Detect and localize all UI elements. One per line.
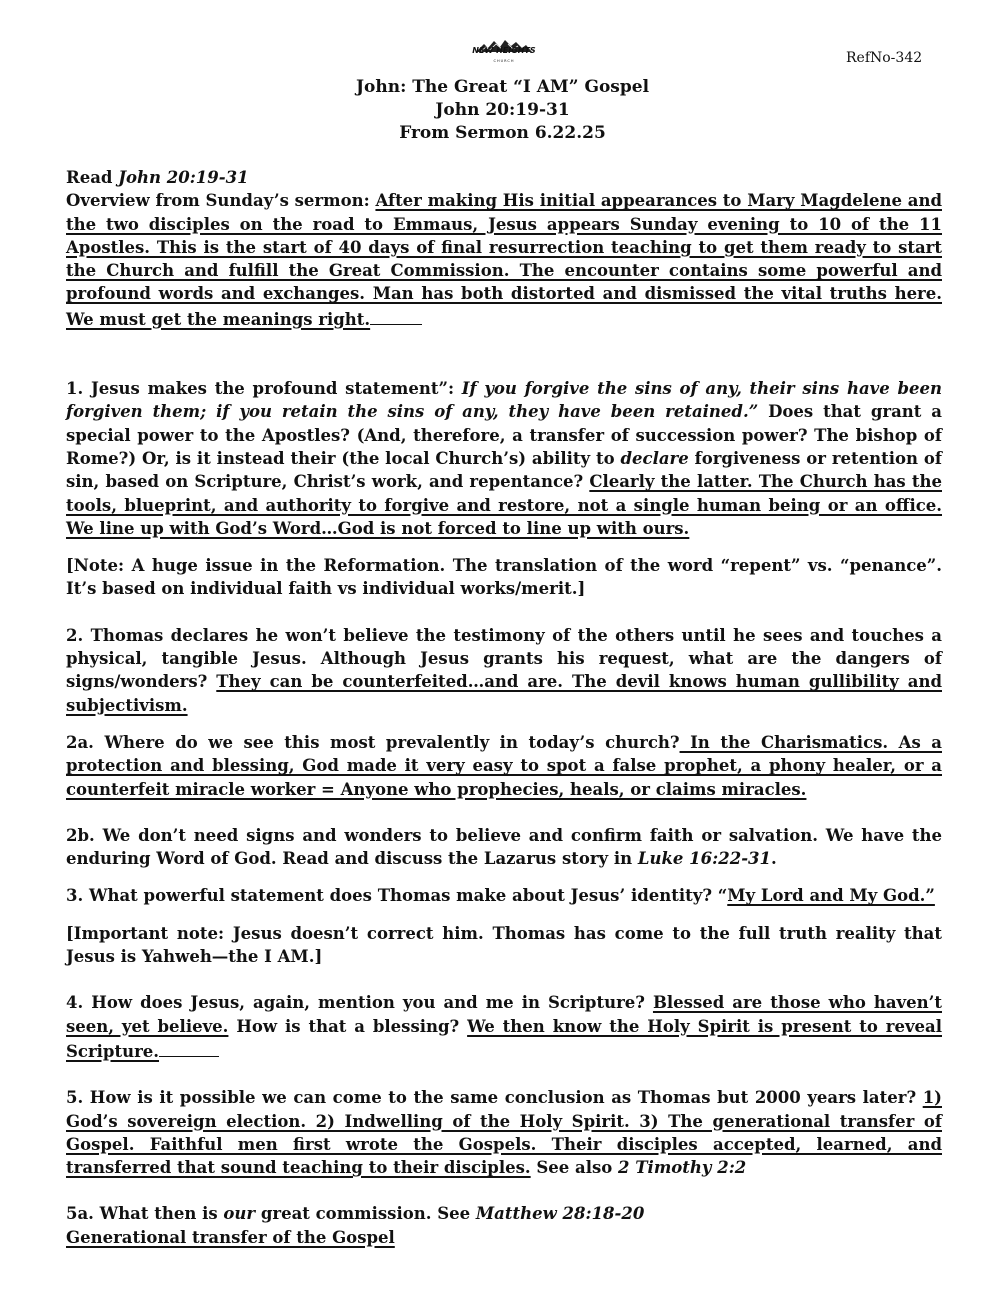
question-4: 4. How does Jesus, again, mention you and me in Scripture? Blessed are those who haven’t seen, yet believe. How is that a blessing? We then know the Holy Spirit is present to reveal Scripture. <box>66 993 942 1061</box>
reference-number: RefNo-342 <box>846 50 923 66</box>
answer-1: Clearly the latter. The Church has the tools, blueprint, and authority to forgive and restore, not a single human being or an office. We line up with God’s Word…God is not forced to line up with ours. <box>66 472 942 538</box>
question-2: 2. Thomas declares he won’t believe the testimony of the others until he sees and touches a physical, tangible Jesus. Although Jesus grants his request, what are the dangers of signs/wonders? They can be counterfeited…and are. The devil knows human gullibility and subjectivism. <box>66 625 942 715</box>
answer-4a: Blessed are those who haven’t seen, yet believe. <box>66 993 942 1036</box>
answer-5: 1) God’s sovereign election. 2) Indwelling of the Holy Spirit. 3) The generational transfer of Gospel. Faithful men first wrote the Gospels. Their disciples accepted, learned, and transferred that sound teaching to their disciples. <box>66 1088 942 1178</box>
sermon-date: From Sermon 6.22.25 <box>399 123 606 143</box>
overview-paragraph: Overview from Sunday’s sermon: After making His initial appearances to Mary Magdelene and the two disciples on the road to Emmaus, Jesus appears Sunday evening to 10 of the 11 Apostles. This is the start of 40 days of final resurrection teaching to get them ready to start the Church and fulfill the Great Commission. The encounter contains some powerful and profound words and exchanges. Man has both distorted and dismissed the vital truths here. We must get the meanings right. <box>66 191 942 329</box>
question-1: 1. Jesus makes the profound statement”: If you forgive the sins of any, their sins have been forgiven them; if you retain the sins of any, they have been retained.” Does that grant a special power to the Apostles? (And, therefore, a transfer of succession power? The bishop of Rome?) Or, is it instead their (the local Church’s) ability to declare forgiveness or retention of sin, based on Scripture, Christ’s work, and repentance? Clearly the latter. The Church has the tools, blueprint, and authority to forgive and restore, not a single human being or an office. We line up with God’s Word…God is not forced to line up with ours. <box>66 379 942 538</box>
question-3: 3. What powerful statement does Thomas make about Jesus’ identity? “My Lord and My God.” <box>66 886 935 906</box>
overview-text: After making His initial appearances to Mary Magdelene and the two disciples on the road to Emmaus, Jesus appears Sunday evening to 10 of the 11 Apostles. This is the start of 40 days of final resurrection teaching to get them ready to start the Church and fulfill the Great Commission. The encounter contains some powerful and profound words and exchanges. Man has both distorted and dismissed the vital truths here. We must get the meanings right. <box>66 191 942 329</box>
question-2b: 2b. We don’t need signs and wonders to believe and confirm faith or salvation. We have the enduring Word of God. Read and discuss the Lazarus story in Luke 16:22-31. <box>66 825 942 869</box>
note-important: [Important note: Jesus doesn’t correct him. Thomas has come to the full truth reality that Jesus is Yahweh—the I AM.] <box>66 923 942 967</box>
answer-5a: Generational transfer of the Gospel <box>66 1227 395 1247</box>
study-content <box>66 166 942 1249</box>
answer-2: They can be counterfeited…and are. The devil knows human gullibility and subjectivism. <box>66 672 942 715</box>
scripture-reference: John 20:19-31 <box>435 100 570 120</box>
question-5a: 5a. What then is our great commission. See Matthew 28:18-20 <box>66 1204 645 1224</box>
answer-4b: We then know the Holy Spirit is present to reveal Scripture. <box>66 1016 942 1061</box>
question-2a: 2a. Where do we see this most prevalently in today’s church? In the Charismatics. As a protection and blessing, God made it very easy to spot a false prophet, a phony healer, or a counterfeit miracle worker = Anyone who prophecies, heals, or claims miracles. <box>66 732 942 799</box>
read-instruction: Read John 20:19-31 <box>66 168 249 187</box>
document-title: John: The Great “I AM” Gospel <box>355 77 650 97</box>
logo-subtitle: CHURCH <box>493 59 515 63</box>
logo-name: NEW HEIGHTS <box>472 46 536 55</box>
answer-3: My Lord and My God.” <box>727 886 935 906</box>
answer-2a: In the Charismatics. As a protection and blessing, God made it very easy to spot a false prophet, a phony healer, or a counterfeit miracle worker = Anyone who prophecies, heals, or claims miracles. <box>66 732 942 799</box>
note-reformation: [Note: A huge issue in the Reformation. The translation of the word “repent” vs. “penance”. It’s based on individual faith vs individual works/merit.] <box>66 556 942 599</box>
document-header <box>250 76 755 145</box>
question-5: 5. How is it possible we can come to the same conclusion as Thomas but 2000 years later? 1) God’s sovereign election. 2) Indwelling of the Holy Spirit. 3) The generational transfer of Gospel. Faithful men first wrote the Gospels. Their disciples accepted, learned, and transferred that sound teaching to their disciples. See also 2 Timothy 2:2 <box>66 1088 942 1178</box>
